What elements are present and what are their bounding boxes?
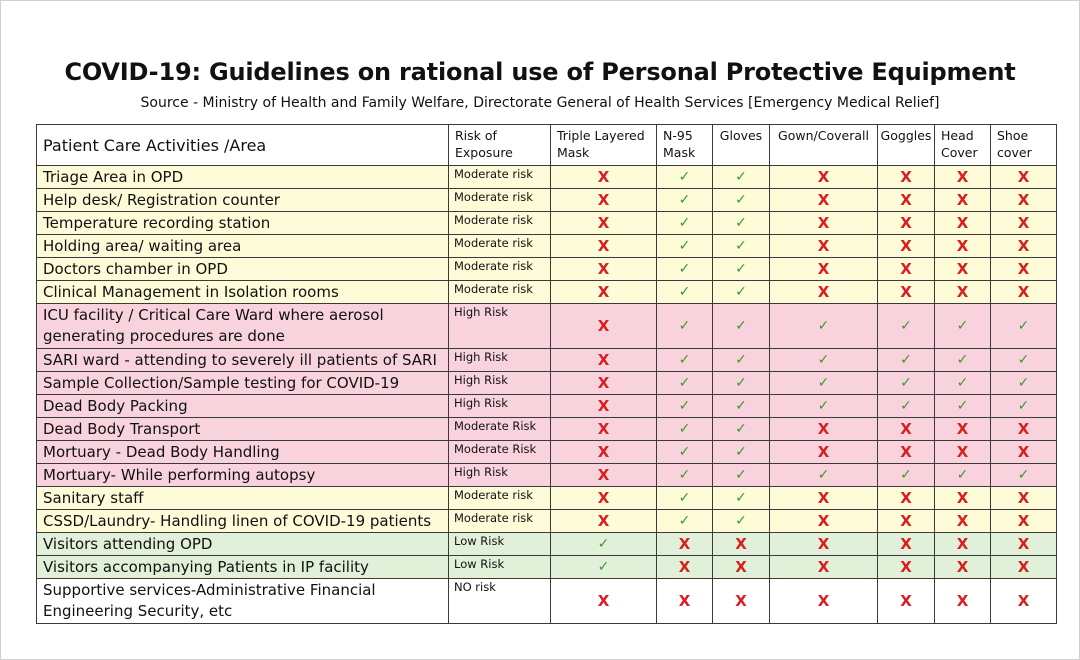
table-row bbox=[37, 510, 1057, 533]
header-gloves: Gloves bbox=[713, 125, 770, 166]
cross-icon-head-cover: X bbox=[935, 166, 991, 189]
check-icon-head-cover: ✓ bbox=[935, 372, 991, 395]
check-icon-head-cover: ✓ bbox=[935, 349, 991, 372]
source-line: Source - Ministry of Health and Family Welfare, Directorate General of Health Services [Emergency Medical Relief] bbox=[140, 95, 940, 111]
cross-icon-shoe-cover: X bbox=[991, 235, 1057, 258]
cross-icon-head-cover: X bbox=[935, 189, 991, 212]
activity-cell: Sample Collection/Sample testing for COVID-19 bbox=[37, 372, 449, 395]
cross-icon-goggles: X bbox=[878, 487, 935, 510]
check-icon-gloves: ✓ bbox=[713, 372, 770, 395]
table-body bbox=[37, 166, 1057, 624]
risk-cell: Low Risk bbox=[449, 533, 551, 556]
check-icon-gloves: ✓ bbox=[713, 464, 770, 487]
activity-cell: Sanitary staff bbox=[37, 487, 449, 510]
check-icon-head-cover: ✓ bbox=[935, 464, 991, 487]
cross-icon-triple-layered-mask: X bbox=[551, 189, 657, 212]
cross-icon-n95-mask: X bbox=[657, 579, 713, 624]
cross-icon-n95-mask: X bbox=[657, 533, 713, 556]
cross-icon-head-cover: X bbox=[935, 418, 991, 441]
activity-cell: SARI ward - attending to severely ill patients of SARI bbox=[37, 349, 449, 372]
cross-icon-goggles: X bbox=[878, 235, 935, 258]
risk-cell: Moderate risk bbox=[449, 510, 551, 533]
cross-icon-goggles: X bbox=[878, 281, 935, 304]
cross-icon-triple-layered-mask: X bbox=[551, 304, 657, 349]
check-icon-n95-mask: ✓ bbox=[657, 441, 713, 464]
table-row bbox=[37, 349, 1057, 372]
cross-icon-head-cover: X bbox=[935, 235, 991, 258]
table-row bbox=[37, 212, 1057, 235]
check-icon-gloves: ✓ bbox=[713, 235, 770, 258]
cross-icon-gloves: X bbox=[713, 533, 770, 556]
header-gown-coverall: Gown/Coverall bbox=[770, 125, 878, 166]
cross-icon-shoe-cover: X bbox=[991, 556, 1057, 579]
risk-cell: Moderate risk bbox=[449, 212, 551, 235]
risk-cell: Moderate risk bbox=[449, 235, 551, 258]
check-icon-gown-coverall: ✓ bbox=[770, 304, 878, 349]
table-row bbox=[37, 441, 1057, 464]
risk-cell: High Risk bbox=[449, 395, 551, 418]
cross-icon-triple-layered-mask: X bbox=[551, 258, 657, 281]
activity-cell: Visitors attending OPD bbox=[37, 533, 449, 556]
cross-icon-gloves: X bbox=[713, 556, 770, 579]
cross-icon-goggles: X bbox=[878, 258, 935, 281]
cross-icon-goggles: X bbox=[878, 533, 935, 556]
cross-icon-shoe-cover: X bbox=[991, 579, 1057, 624]
cross-icon-goggles: X bbox=[878, 510, 935, 533]
check-icon-gloves: ✓ bbox=[713, 395, 770, 418]
cross-icon-gown-coverall: X bbox=[770, 166, 878, 189]
check-icon-gloves: ✓ bbox=[713, 281, 770, 304]
activity-cell: Help desk/ Registration counter bbox=[37, 189, 449, 212]
cross-icon-triple-layered-mask: X bbox=[551, 510, 657, 533]
check-icon-gloves: ✓ bbox=[713, 510, 770, 533]
cross-icon-triple-layered-mask: X bbox=[551, 579, 657, 624]
activity-cell: Supportive services-Administrative Financial Engineering Security, etc bbox=[37, 579, 449, 624]
cross-icon-gown-coverall: X bbox=[770, 212, 878, 235]
cross-icon-head-cover: X bbox=[935, 441, 991, 464]
cross-icon-gown-coverall: X bbox=[770, 510, 878, 533]
cross-icon-gown-coverall: X bbox=[770, 258, 878, 281]
cross-icon-head-cover: X bbox=[935, 579, 991, 624]
header-n95-mask: N-95 Mask bbox=[657, 125, 713, 166]
check-icon-n95-mask: ✓ bbox=[657, 418, 713, 441]
check-icon-goggles: ✓ bbox=[878, 349, 935, 372]
cross-icon-goggles: X bbox=[878, 556, 935, 579]
cross-icon-shoe-cover: X bbox=[991, 212, 1057, 235]
activity-cell: Dead Body Transport bbox=[37, 418, 449, 441]
check-icon-n95-mask: ✓ bbox=[657, 510, 713, 533]
activity-cell: Dead Body Packing bbox=[37, 395, 449, 418]
check-icon-n95-mask: ✓ bbox=[657, 281, 713, 304]
check-icon-goggles: ✓ bbox=[878, 372, 935, 395]
cross-icon-gown-coverall: X bbox=[770, 418, 878, 441]
risk-cell: High Risk bbox=[449, 304, 551, 349]
activity-cell: Triage Area in OPD bbox=[37, 166, 449, 189]
header-triple-layered-mask: Triple Layered Mask bbox=[551, 125, 657, 166]
header-head-cover: Head Cover bbox=[935, 125, 991, 166]
cross-icon-shoe-cover: X bbox=[991, 510, 1057, 533]
check-icon-gloves: ✓ bbox=[713, 349, 770, 372]
cross-icon-shoe-cover: X bbox=[991, 258, 1057, 281]
check-icon-n95-mask: ✓ bbox=[657, 166, 713, 189]
cross-icon-triple-layered-mask: X bbox=[551, 487, 657, 510]
check-icon-n95-mask: ✓ bbox=[657, 258, 713, 281]
table-row bbox=[37, 372, 1057, 395]
risk-cell: NO risk bbox=[449, 579, 551, 624]
check-icon-n95-mask: ✓ bbox=[657, 304, 713, 349]
cross-icon-triple-layered-mask: X bbox=[551, 349, 657, 372]
table-row bbox=[37, 189, 1057, 212]
check-icon-n95-mask: ✓ bbox=[657, 235, 713, 258]
cross-icon-shoe-cover: X bbox=[991, 166, 1057, 189]
cross-icon-goggles: X bbox=[878, 166, 935, 189]
cross-icon-head-cover: X bbox=[935, 510, 991, 533]
check-icon-goggles: ✓ bbox=[878, 395, 935, 418]
activity-cell: Mortuary - Dead Body Handling bbox=[37, 441, 449, 464]
cross-icon-triple-layered-mask: X bbox=[551, 372, 657, 395]
cross-icon-gown-coverall: X bbox=[770, 579, 878, 624]
table-row bbox=[37, 579, 1057, 624]
cross-icon-goggles: X bbox=[878, 189, 935, 212]
table-header-row bbox=[37, 125, 1057, 166]
risk-cell: Moderate risk bbox=[449, 166, 551, 189]
activity-cell: CSSD/Laundry- Handling linen of COVID-19 patients bbox=[37, 510, 449, 533]
check-icon-gloves: ✓ bbox=[713, 487, 770, 510]
risk-cell: High Risk bbox=[449, 464, 551, 487]
cross-icon-gown-coverall: X bbox=[770, 235, 878, 258]
cross-icon-triple-layered-mask: X bbox=[551, 281, 657, 304]
check-icon-shoe-cover: ✓ bbox=[991, 464, 1057, 487]
risk-cell: Moderate Risk bbox=[449, 418, 551, 441]
check-icon-n95-mask: ✓ bbox=[657, 464, 713, 487]
check-icon-gloves: ✓ bbox=[713, 189, 770, 212]
table-row bbox=[37, 235, 1057, 258]
cross-icon-goggles: X bbox=[878, 579, 935, 624]
check-icon-n95-mask: ✓ bbox=[657, 349, 713, 372]
risk-cell: Moderate risk bbox=[449, 189, 551, 212]
check-icon-shoe-cover: ✓ bbox=[991, 372, 1057, 395]
table-row bbox=[37, 395, 1057, 418]
check-icon-gloves: ✓ bbox=[713, 418, 770, 441]
table-row bbox=[37, 487, 1057, 510]
check-icon-triple-layered-mask: ✓ bbox=[551, 533, 657, 556]
cross-icon-triple-layered-mask: X bbox=[551, 212, 657, 235]
check-icon-gown-coverall: ✓ bbox=[770, 372, 878, 395]
cross-icon-head-cover: X bbox=[935, 212, 991, 235]
header-shoe-cover: Shoe cover bbox=[991, 125, 1057, 166]
check-icon-shoe-cover: ✓ bbox=[991, 304, 1057, 349]
cross-icon-head-cover: X bbox=[935, 487, 991, 510]
activity-cell: ICU facility / Critical Care Ward where aerosol generating procedures are done bbox=[37, 304, 449, 349]
cross-icon-shoe-cover: X bbox=[991, 487, 1057, 510]
cross-icon-head-cover: X bbox=[935, 281, 991, 304]
activity-cell: Mortuary- While performing autopsy bbox=[37, 464, 449, 487]
check-icon-gloves: ✓ bbox=[713, 166, 770, 189]
cross-icon-shoe-cover: X bbox=[991, 281, 1057, 304]
cross-icon-goggles: X bbox=[878, 418, 935, 441]
cross-icon-triple-layered-mask: X bbox=[551, 166, 657, 189]
header-activity: Patient Care Activities /Area bbox=[37, 125, 449, 166]
check-icon-gloves: ✓ bbox=[713, 258, 770, 281]
ppe-guidelines-table bbox=[36, 124, 1057, 624]
risk-cell: Moderate risk bbox=[449, 487, 551, 510]
cross-icon-triple-layered-mask: X bbox=[551, 235, 657, 258]
check-icon-n95-mask: ✓ bbox=[657, 487, 713, 510]
risk-cell: Low Risk bbox=[449, 556, 551, 579]
table-row bbox=[37, 533, 1057, 556]
check-icon-n95-mask: ✓ bbox=[657, 395, 713, 418]
check-icon-n95-mask: ✓ bbox=[657, 212, 713, 235]
activity-cell: Doctors chamber in OPD bbox=[37, 258, 449, 281]
cross-icon-shoe-cover: X bbox=[991, 533, 1057, 556]
check-icon-gloves: ✓ bbox=[713, 441, 770, 464]
check-icon-triple-layered-mask: ✓ bbox=[551, 556, 657, 579]
risk-cell: Moderate risk bbox=[449, 281, 551, 304]
cross-icon-shoe-cover: X bbox=[991, 189, 1057, 212]
cross-icon-goggles: X bbox=[878, 441, 935, 464]
risk-cell: Moderate Risk bbox=[449, 441, 551, 464]
cross-icon-gown-coverall: X bbox=[770, 189, 878, 212]
check-icon-n95-mask: ✓ bbox=[657, 372, 713, 395]
page-title: COVID-19: Guidelines on rational use of Personal Protective Equipment bbox=[64, 58, 1016, 86]
activity-cell: Clinical Management in Isolation rooms bbox=[37, 281, 449, 304]
table-row bbox=[37, 464, 1057, 487]
activity-cell: Holding area/ waiting area bbox=[37, 235, 449, 258]
check-icon-n95-mask: ✓ bbox=[657, 189, 713, 212]
cross-icon-shoe-cover: X bbox=[991, 418, 1057, 441]
cross-icon-gown-coverall: X bbox=[770, 281, 878, 304]
cross-icon-triple-layered-mask: X bbox=[551, 395, 657, 418]
cross-icon-gloves: X bbox=[713, 579, 770, 624]
cross-icon-triple-layered-mask: X bbox=[551, 418, 657, 441]
table-row bbox=[37, 281, 1057, 304]
check-icon-gown-coverall: ✓ bbox=[770, 464, 878, 487]
table-row bbox=[37, 418, 1057, 441]
check-icon-gloves: ✓ bbox=[713, 304, 770, 349]
table-row bbox=[37, 556, 1057, 579]
cross-icon-gown-coverall: X bbox=[770, 441, 878, 464]
cross-icon-head-cover: X bbox=[935, 258, 991, 281]
cross-icon-triple-layered-mask: X bbox=[551, 441, 657, 464]
risk-cell: High Risk bbox=[449, 349, 551, 372]
header-goggles: Goggles bbox=[878, 125, 935, 166]
table-row bbox=[37, 304, 1057, 349]
cross-icon-head-cover: X bbox=[935, 556, 991, 579]
cross-icon-gown-coverall: X bbox=[770, 556, 878, 579]
table-row bbox=[37, 258, 1057, 281]
activity-cell: Temperature recording station bbox=[37, 212, 449, 235]
check-icon-gown-coverall: ✓ bbox=[770, 395, 878, 418]
risk-cell: High Risk bbox=[449, 372, 551, 395]
check-icon-head-cover: ✓ bbox=[935, 304, 991, 349]
check-icon-shoe-cover: ✓ bbox=[991, 395, 1057, 418]
check-icon-goggles: ✓ bbox=[878, 304, 935, 349]
activity-cell: Visitors accompanying Patients in IP facility bbox=[37, 556, 449, 579]
cross-icon-triple-layered-mask: X bbox=[551, 464, 657, 487]
cross-icon-goggles: X bbox=[878, 212, 935, 235]
risk-cell: Moderate risk bbox=[449, 258, 551, 281]
cross-icon-shoe-cover: X bbox=[991, 441, 1057, 464]
check-icon-head-cover: ✓ bbox=[935, 395, 991, 418]
header-risk: Risk of Exposure bbox=[449, 125, 551, 166]
cross-icon-gown-coverall: X bbox=[770, 487, 878, 510]
cross-icon-head-cover: X bbox=[935, 533, 991, 556]
check-icon-gloves: ✓ bbox=[713, 212, 770, 235]
check-icon-shoe-cover: ✓ bbox=[991, 349, 1057, 372]
check-icon-gown-coverall: ✓ bbox=[770, 349, 878, 372]
check-icon-goggles: ✓ bbox=[878, 464, 935, 487]
cross-icon-n95-mask: X bbox=[657, 556, 713, 579]
cross-icon-gown-coverall: X bbox=[770, 533, 878, 556]
table-row bbox=[37, 166, 1057, 189]
